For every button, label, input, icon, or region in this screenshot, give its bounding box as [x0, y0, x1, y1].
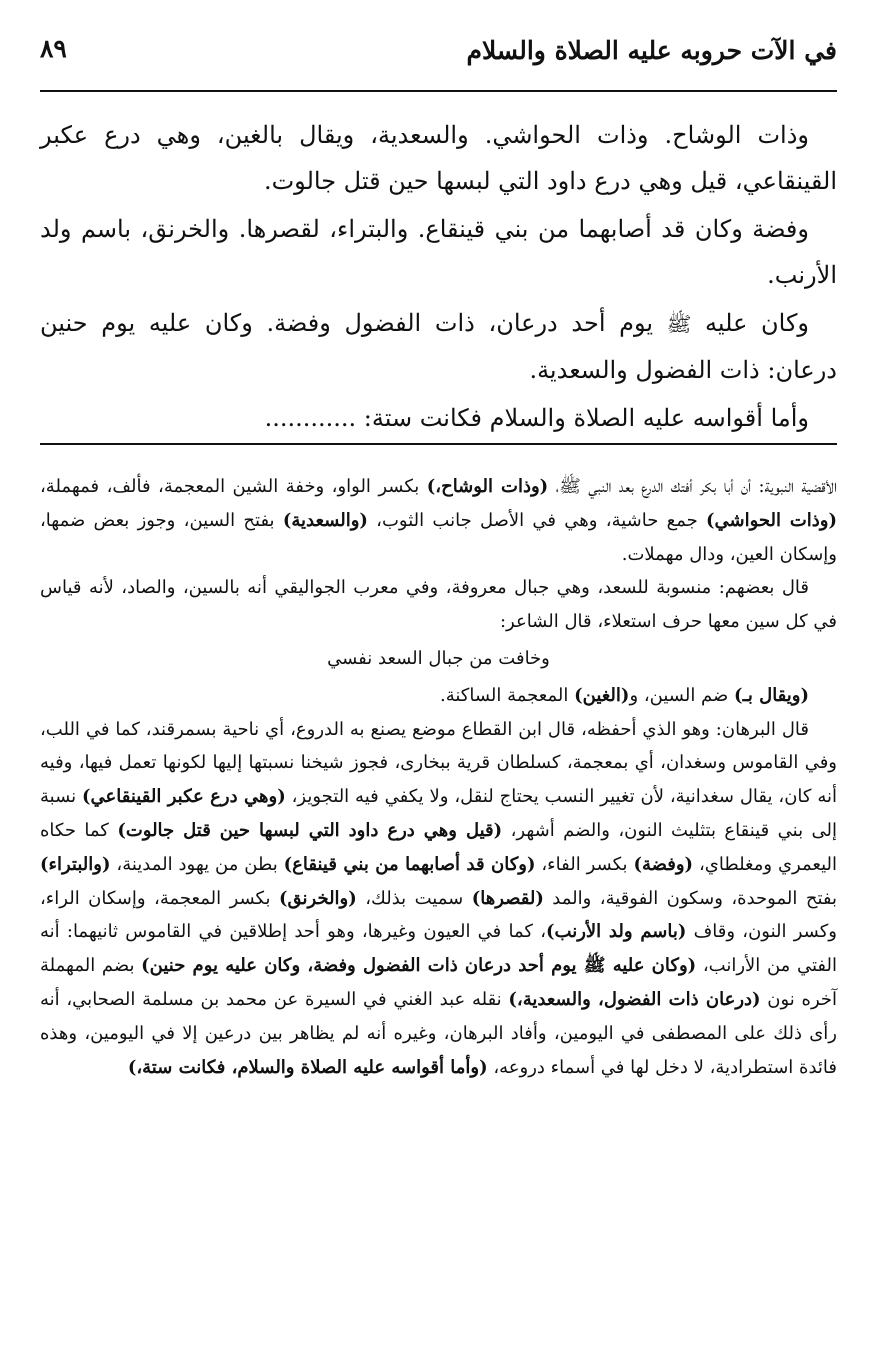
- quoted-matn-phrase: (وكان قد أصابهما من بني قينقاع): [283, 853, 536, 875]
- quoted-matn-phrase: (والبتراء): [40, 853, 111, 875]
- salawat-ligature: ﷺ: [666, 312, 692, 336]
- commentary-run: سميت بذلك،: [356, 887, 472, 909]
- poetry-verse: وخافت من جبال السعد نفسي: [327, 647, 550, 669]
- commentary-run: ، كما في العيون وغيرها، وهو أحد إطلاقين في القاموس ثانيهما: أنه الفتي من الأرانب،: [40, 921, 837, 977]
- commentary-run: كما حكاه اليعمري ومغلطاي،: [40, 819, 837, 875]
- main-paragraph-4: وأما أقواسه عليه الصلاة والسلام فكانت ستة: ............: [264, 404, 809, 432]
- quoted-matn-phrase: (والخرنق): [278, 887, 357, 909]
- quoted-matn-phrase: (وفضة): [633, 853, 694, 875]
- commentary-run: ﷺ: [559, 476, 581, 497]
- quoted-matn-phrase: (وذات الوشاح،): [426, 476, 549, 497]
- commentary-paragraph-1: [40, 470, 837, 571]
- quoted-matn-phrase: (درعان ذات الفضول، والسعدية،): [508, 988, 761, 1010]
- commentary-run: بفتح الموحدة، وسكون الفوقية، والمد: [543, 887, 837, 909]
- header-rule: [40, 90, 837, 92]
- main-text: [40, 112, 837, 441]
- commentary-run: بضم المهملة آخره نون: [40, 955, 838, 1010]
- commentary-text: [40, 470, 837, 1084]
- main-paragraph-3-start: وكان عليه: [691, 309, 809, 337]
- page-header: [40, 26, 837, 86]
- quoted-matn-phrase: (لقصرها): [471, 887, 544, 909]
- running-head: في الآت حروبه عليه الصلاة والسلام: [466, 36, 837, 65]
- commentary-run: بطن من يهود المدينة،: [110, 853, 284, 875]
- quoted-matn-phrase: (وأما أقواسه عليه الصلاة والسلام، فكانت ستة،): [127, 1056, 488, 1078]
- commentary-run: الأقضية النبوية: أن أبا بكر أفتك الدرع بعد النبي: [580, 476, 837, 497]
- quoted-matn-phrase: (الغين): [574, 684, 630, 706]
- quoted-matn-phrase: يوم أحد درعان ذات الفضول وفضة، وكان عليه يوم حنين): [141, 955, 584, 977]
- commentary-run: بكسر الواو، وخفة الشين المعجمة، فألف، فمهملة،: [40, 476, 427, 497]
- commentary-run: قال بعضهم: منسوبة للسعد، وهي جبال معروفة، وفي معرب الجواليقي أنه بالسين، والصاد، لأنه قياس في كل سين معها حرف استعلاء، قال الشاعر:: [40, 577, 837, 633]
- commentary-run: قال البرهان: وهو الذي أحفظه، قال ابن القطاع موضع يصنع به الدروع، أي ناحية بسمرقند، كما في اللب، وفي القاموس وسغدان، أي بمعجمة، كسلطان قرية ببخارى، فجوز شيخنا نسبتها إليها لكونها تعمل فيها، وفيه أنه كان، يقال سغدانية، لأن تغيير النسب يحتاج لنقل، ولا يكفي فيه التجويز،: [40, 718, 837, 808]
- quoted-matn-phrase: (والسعدية): [282, 509, 368, 531]
- commentary-run: جمع حاشية، وهي في الأصل جانب الثوب،: [367, 509, 706, 531]
- main-paragraph-3-rest: يوم أحد درعان، ذات الفضول وفضة. وكان عليه يوم حنين درعان: ذات الفضول والسعدية.: [40, 309, 837, 384]
- quoted-matn-phrase: (وهي درع عكبر القينقاعي): [82, 786, 286, 808]
- quoted-matn-phrase: (قيل وهي درع داود التي لبسها حين قتل جالوت): [117, 819, 503, 841]
- main-paragraph-2: وفضة وكان قد أصابهما من بني قينقاع. والبتراء، لقصرها. والخرنق، باسم ولد الأرنب.: [40, 215, 837, 289]
- commentary-run: نسبة إلى بني قينقاع بتثليث النون، والضم أشهر،: [40, 786, 837, 841]
- commentary-run: ضم السين، و: [629, 684, 735, 706]
- commentary-rule: [40, 443, 837, 445]
- commentary-paragraph-4: [40, 713, 837, 1085]
- commentary-paragraph-3: [40, 679, 837, 713]
- main-paragraph-3: [40, 300, 837, 393]
- commentary-run: نقله عبد الغني في السيرة عن محمد بن مسلمة الصحابي، أنه رأى ذلك على المصطفى في اليومين، وأفاد البرهان، وغيره أنه لم يظاهر بين درعين إلا في اليومين، وهذه فائدة استطرادية، لا دخل لها في أسماء دروعه،: [40, 988, 837, 1078]
- quoted-matn-phrase: ﷺ: [583, 955, 606, 977]
- quoted-matn-phrase: (باسم ولد الأرنب): [546, 921, 687, 943]
- commentary-run: بكسر الفاء،: [535, 853, 634, 875]
- quoted-matn-phrase: (ويقال بـ): [734, 684, 809, 706]
- commentary-run: ،: [548, 476, 560, 497]
- quoted-matn-phrase: (وذات الحواشي): [706, 509, 837, 531]
- quoted-matn-phrase: (وكان عليه: [605, 955, 697, 977]
- commentary-run: بكسر المعجمة، وإسكان الراء، وكسر النون، وقاف: [40, 887, 837, 943]
- page-number: ٨٩: [40, 34, 67, 63]
- commentary-paragraph-2: [40, 571, 837, 639]
- main-paragraph-1: وذات الوشاح. وذات الحواشي. والسعدية، ويقال بالغين، وهي درع عكبر القينقاعي، قيل وهي درع داود التي لبسها حين قتل جالوت.: [40, 121, 837, 195]
- commentary-run: المعجمة الساكنة.: [439, 684, 575, 706]
- commentary-run: بفتح السين، وجوز بعض ضمها، وإسكان العين، ودال مهملات.: [40, 509, 837, 565]
